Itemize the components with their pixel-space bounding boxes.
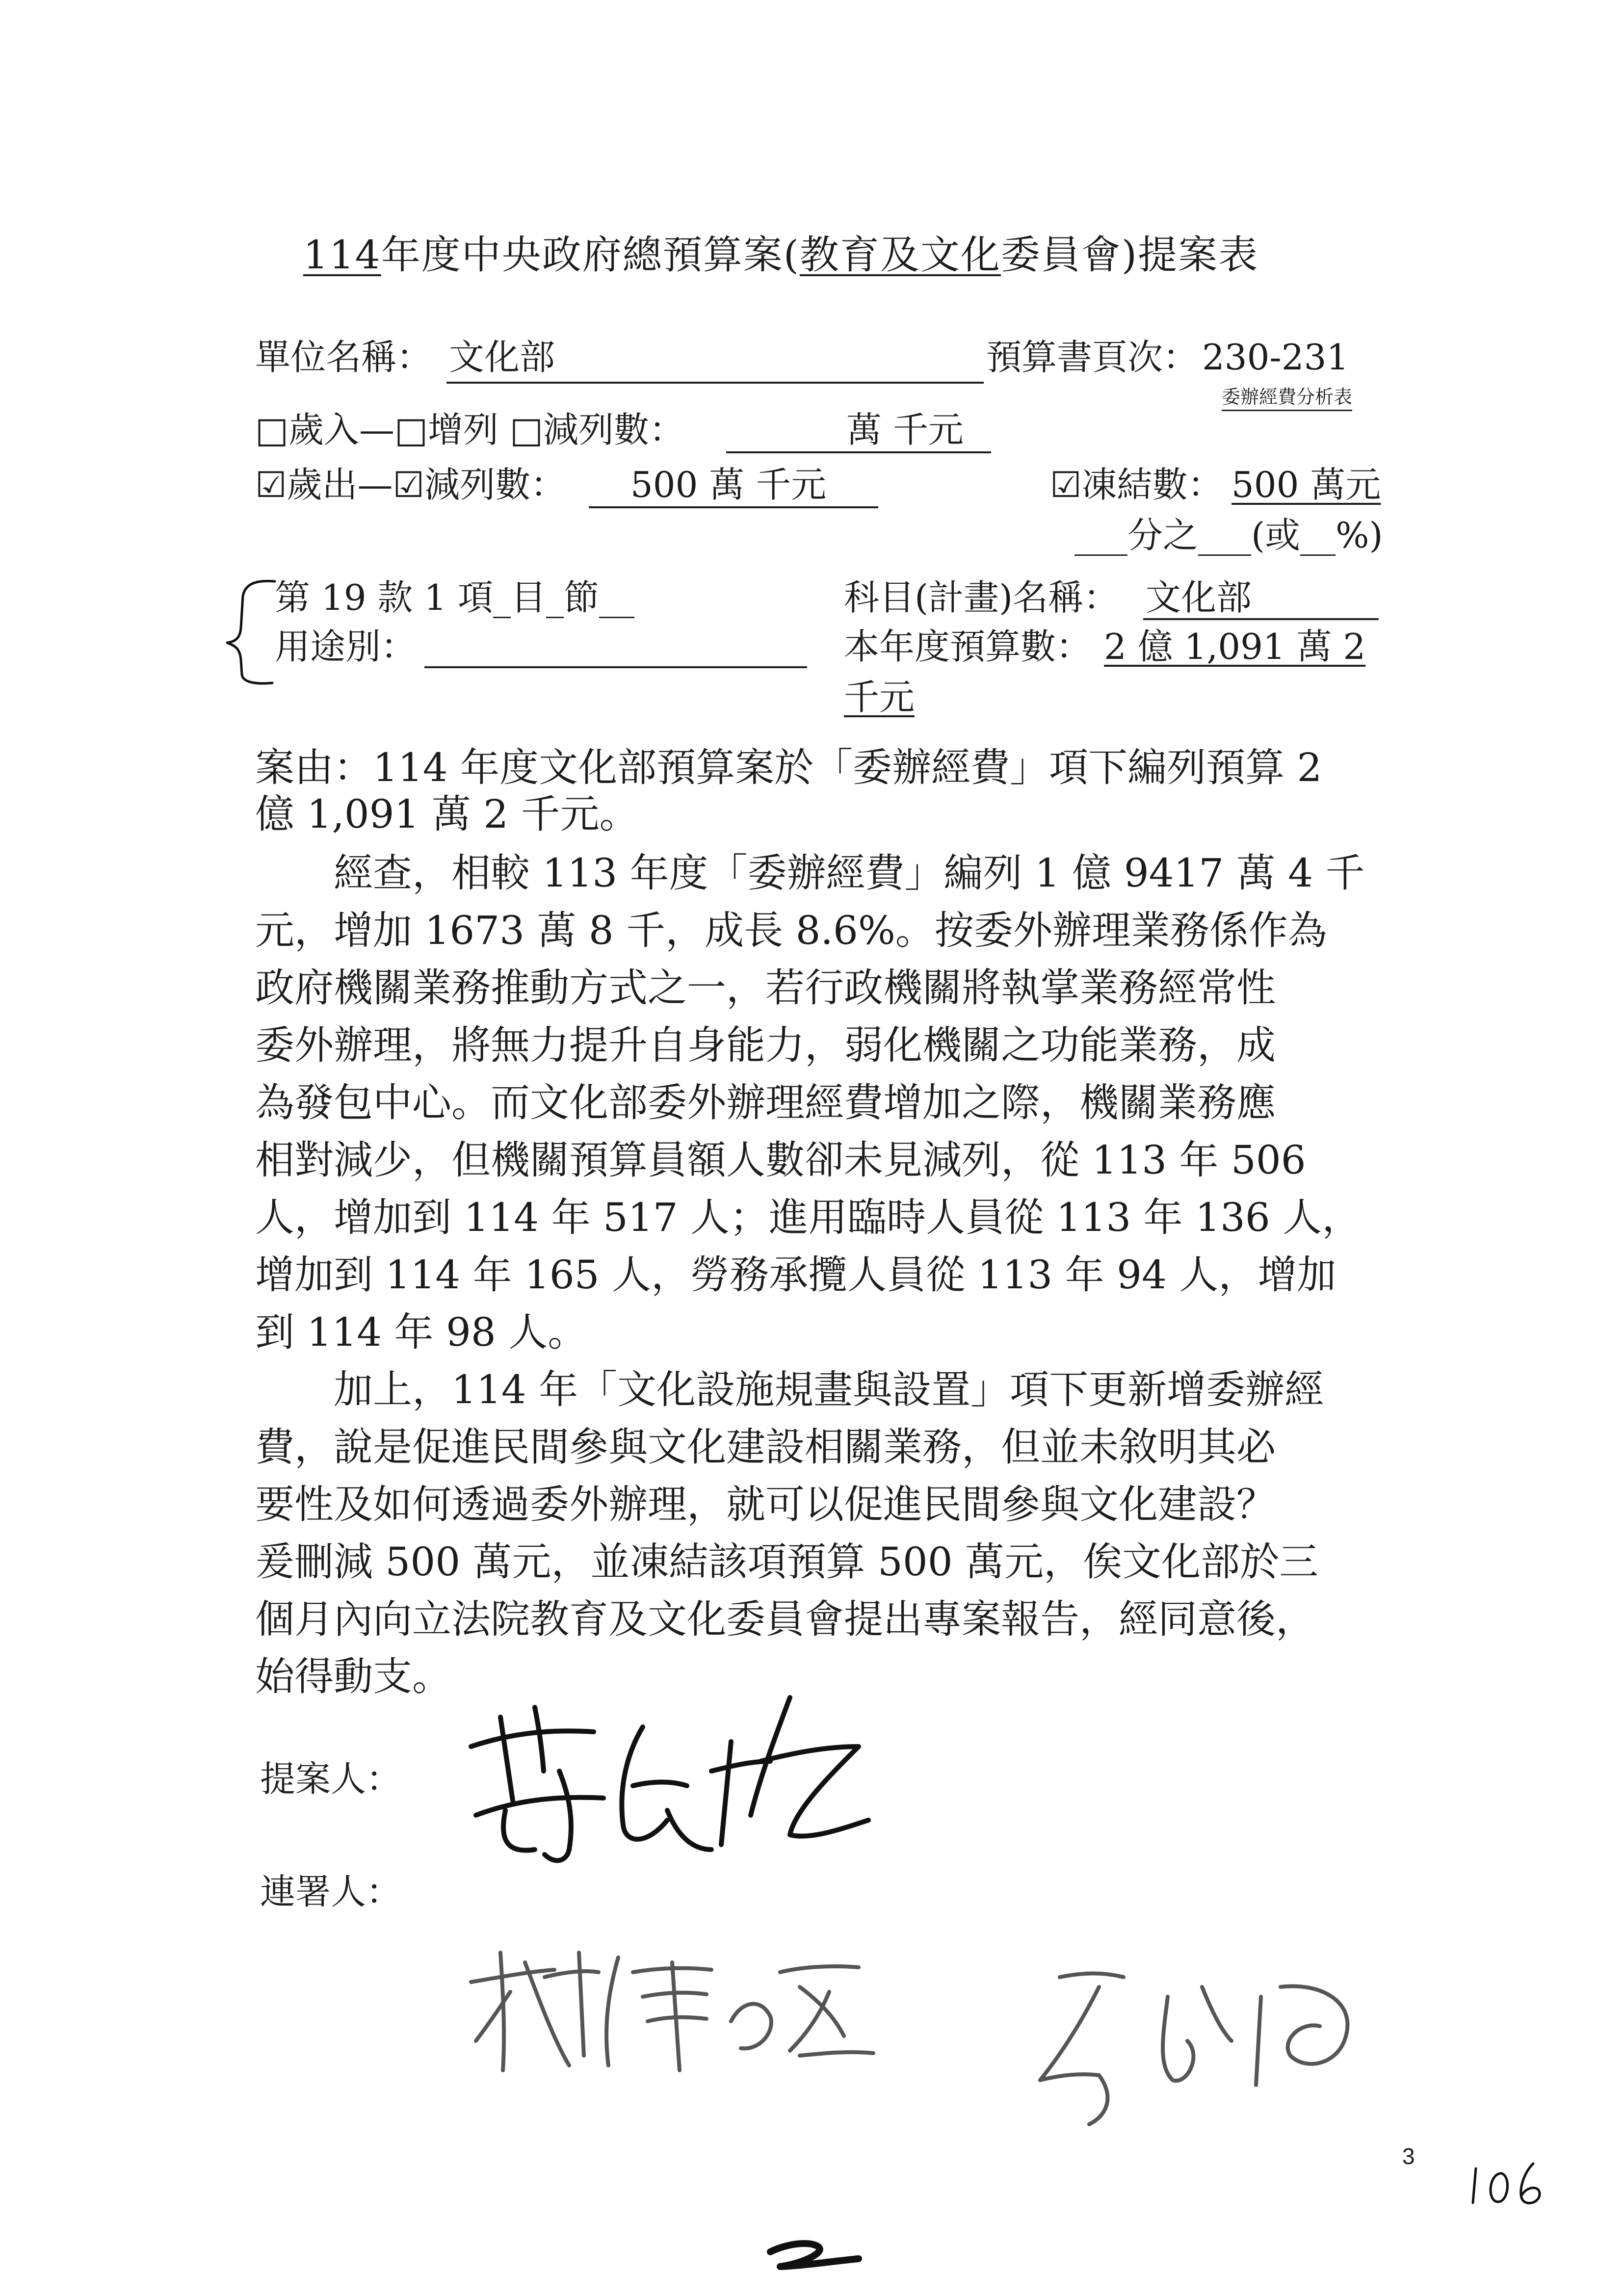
item-line: 第 19 款 1 項_目_節__ [275,577,634,618]
body-line: 費，說是促進民間參與文化建設相關業務，但並未敘明其必 [255,1424,1276,1470]
item-bracket [223,574,277,687]
body-line: 案由：114 年度文化部預算案於「委辦經費」項下編列預算 2 [255,745,1322,790]
cosigner-label: 連署人： [260,1871,402,1912]
body-line: 增加到 114 年 165 人，勞務承攬人員從 113 年 94 人，增加 [255,1252,1336,1298]
page-value: 230-231 [1202,337,1349,378]
body-line: 委外辦理，將無力提升自身能力，弱化機關之功能業務，成 [255,1022,1276,1068]
title-committee-2: 委員會 [1000,232,1122,278]
proposer-signature [456,1688,898,1884]
body-line: 始得動支。 [255,1654,451,1699]
title-year: 114 [303,232,381,278]
page-number: 3 [1402,2143,1415,2169]
expenditure-underline [589,506,878,508]
page-note: 委辦經費分析表 [1222,382,1352,411]
title-committee-1: 教育及文化 [799,232,1001,278]
body-line: 個月內向立法院教育及文化委員會提出專案報告，經同意後， [255,1596,1315,1642]
expenditure-amount: 500 萬 千元 [630,464,827,505]
body-line: 為發包中心。而文化部委外辦理經費增加之際，機關業務應 [255,1080,1276,1125]
page-mark [760,2237,868,2276]
unit-underline [446,382,984,384]
revenue-underline [726,451,991,453]
cosigner-signature-1 [456,1943,898,2090]
body-line: 相對減少，但機關預算員額人數卻未見減列，從 113 年 506 [255,1137,1306,1183]
body-line: 政府機關業務推動方式之一，若行政機關將執掌業務經常性 [255,965,1276,1011]
unit-label: 單位名稱： [255,337,432,378]
subject-underline [1143,618,1379,620]
page-label: 預算書頁次： [986,337,1199,378]
body-line: 元，增加 1673 萬 8 千，成長 8.6%。按委外辦理業務係作為 [255,908,1327,953]
body-line: 到 114 年 98 人。 [255,1309,587,1355]
expenditure-line: ☑歲出—☑減列數： [255,464,566,505]
title-part1: 年度中央政府總預算案( [381,232,800,278]
budget-value-1: 2 億 1,091 萬 2 [1104,626,1366,667]
body-line: 要性及如何透過委外辦理，就可以促進民間參與文化建設？ [255,1482,1276,1527]
body-line: 億 1,091 萬 2 千元。 [255,791,639,837]
revenue-amount: 萬 千元 [846,409,964,450]
title-part2: )提案表 [1121,232,1259,278]
purpose-label: 用途別： [275,626,417,667]
freeze-value: 500 萬元 [1231,464,1381,505]
document-title [303,232,1259,278]
body-line: 爰刪減 500 萬元，並凍結該項預算 500 萬元，俟文化部於三 [255,1539,1319,1585]
body-line: 加上，114 年「文化設施規畫與設置」項下更新增委辦經 [255,1367,1324,1412]
unit-value: 文化部 [449,337,555,378]
handwritten-page-number [1467,2154,1550,2213]
body-line: 人，增加到 114 年 517 人；進用臨時人員從 113 年 136 人， [255,1195,1362,1240]
freeze-label: ☑凍結數： [1050,464,1223,505]
body-line: 經查，相較 113 年度「委辦經費」編列 1 億 9417 萬 4 千 [255,850,1365,896]
subject-label: 科目(計畫)名稱： [844,577,1119,618]
budget-label: 本年度預算數： [844,626,1092,667]
purpose-underline [424,666,807,668]
budget-value-2: 千元 [844,677,915,718]
proposer-label: 提案人： [260,1758,402,1800]
revenue-line: □歲入—□增列 □減列數： [255,409,684,450]
subject-value: 文化部 [1146,577,1252,618]
cosigner-signature-2 [1025,1957,1379,2134]
fraction-line: ___分之___(或__%) [1074,515,1383,556]
